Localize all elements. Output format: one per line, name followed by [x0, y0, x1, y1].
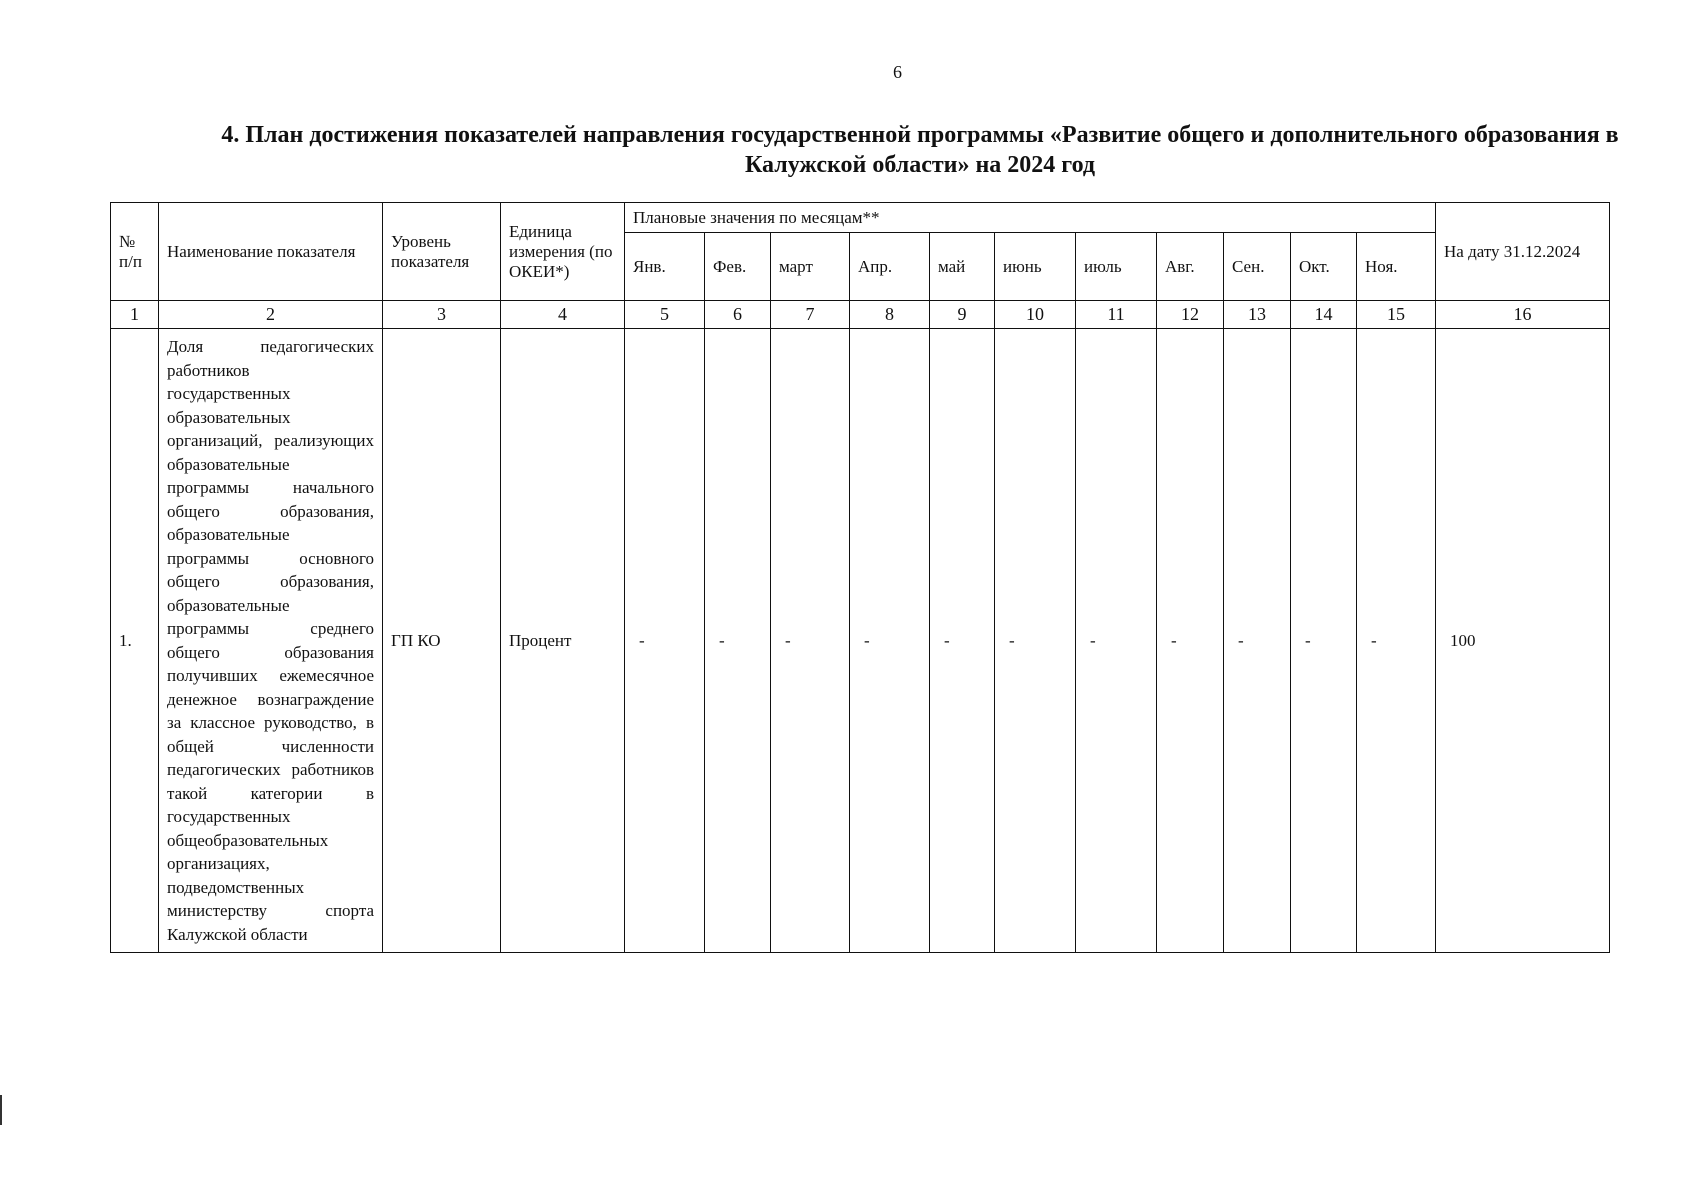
- monthly-value: -: [771, 329, 850, 953]
- column-number: 11: [1076, 301, 1157, 329]
- monthly-value: -: [995, 329, 1076, 953]
- monthly-value: -: [625, 329, 705, 953]
- document-title: 4. План достижения показателей направления государственной программы «Развитие общего и дополнительного образования в Калужской области» на 2024 год: [221, 122, 1619, 178]
- column-number: 8: [850, 301, 930, 329]
- scan-edge-mark: [0, 1095, 2, 1125]
- month-header: июль: [1076, 233, 1157, 301]
- column-number: 3: [383, 301, 501, 329]
- year-end-value: 100: [1436, 329, 1610, 953]
- month-header: Янв.: [625, 233, 705, 301]
- indicator-unit: Процент: [501, 329, 625, 953]
- header-num: № п/п: [111, 203, 159, 301]
- header-plan-by-months: Плановые значения по месяцам**: [625, 203, 1436, 233]
- monthly-value: -: [1157, 329, 1224, 953]
- column-number: 10: [995, 301, 1076, 329]
- monthly-value: -: [705, 329, 771, 953]
- column-number: 16: [1436, 301, 1610, 329]
- month-header: Авг.: [1157, 233, 1224, 301]
- table-row: [111, 329, 1610, 953]
- header-date: На дату 31.12.2024: [1436, 203, 1610, 301]
- column-number: 9: [930, 301, 995, 329]
- month-header: июнь: [995, 233, 1076, 301]
- monthly-value: -: [1224, 329, 1291, 953]
- monthly-value: -: [1076, 329, 1157, 953]
- month-header: Апр.: [850, 233, 930, 301]
- header-name: Наименование показателя: [159, 203, 383, 301]
- indicators-table: [110, 202, 1610, 953]
- column-number: 13: [1224, 301, 1291, 329]
- month-header: Фев.: [705, 233, 771, 301]
- column-number: 1: [111, 301, 159, 329]
- column-number: 12: [1157, 301, 1224, 329]
- monthly-value: -: [850, 329, 930, 953]
- column-number: 4: [501, 301, 625, 329]
- monthly-value: -: [930, 329, 995, 953]
- column-number: 7: [771, 301, 850, 329]
- page-number: 6: [893, 62, 902, 82]
- column-number: 2: [159, 301, 383, 329]
- column-number: 14: [1291, 301, 1357, 329]
- indicator-name: Доля педагогических работников государственных образовательных организаций, реализующих образовательные программы начального общего образования, образовательные программы основного общего образования, образовательные программы среднего общего образования получивших ежемесячное денежное вознаграждение за классное руководство, в общей численности педагогических работников такой категории в государственных общеобразовательных организациях, подведомственных министерству спорта Калужской области: [159, 329, 383, 953]
- header-level: Уровень показателя: [383, 203, 501, 301]
- month-header: март: [771, 233, 850, 301]
- monthly-value: -: [1291, 329, 1357, 953]
- column-number: 15: [1357, 301, 1436, 329]
- month-header: Сен.: [1224, 233, 1291, 301]
- column-number: 6: [705, 301, 771, 329]
- month-header: май: [930, 233, 995, 301]
- month-header: Окт.: [1291, 233, 1357, 301]
- column-number: 5: [625, 301, 705, 329]
- header-unit: Единица измерения (по ОКЕИ*): [501, 203, 625, 301]
- row-num: 1.: [111, 329, 159, 953]
- month-header: Ноя.: [1357, 233, 1436, 301]
- monthly-value: -: [1357, 329, 1436, 953]
- indicator-level: ГП КО: [383, 329, 501, 953]
